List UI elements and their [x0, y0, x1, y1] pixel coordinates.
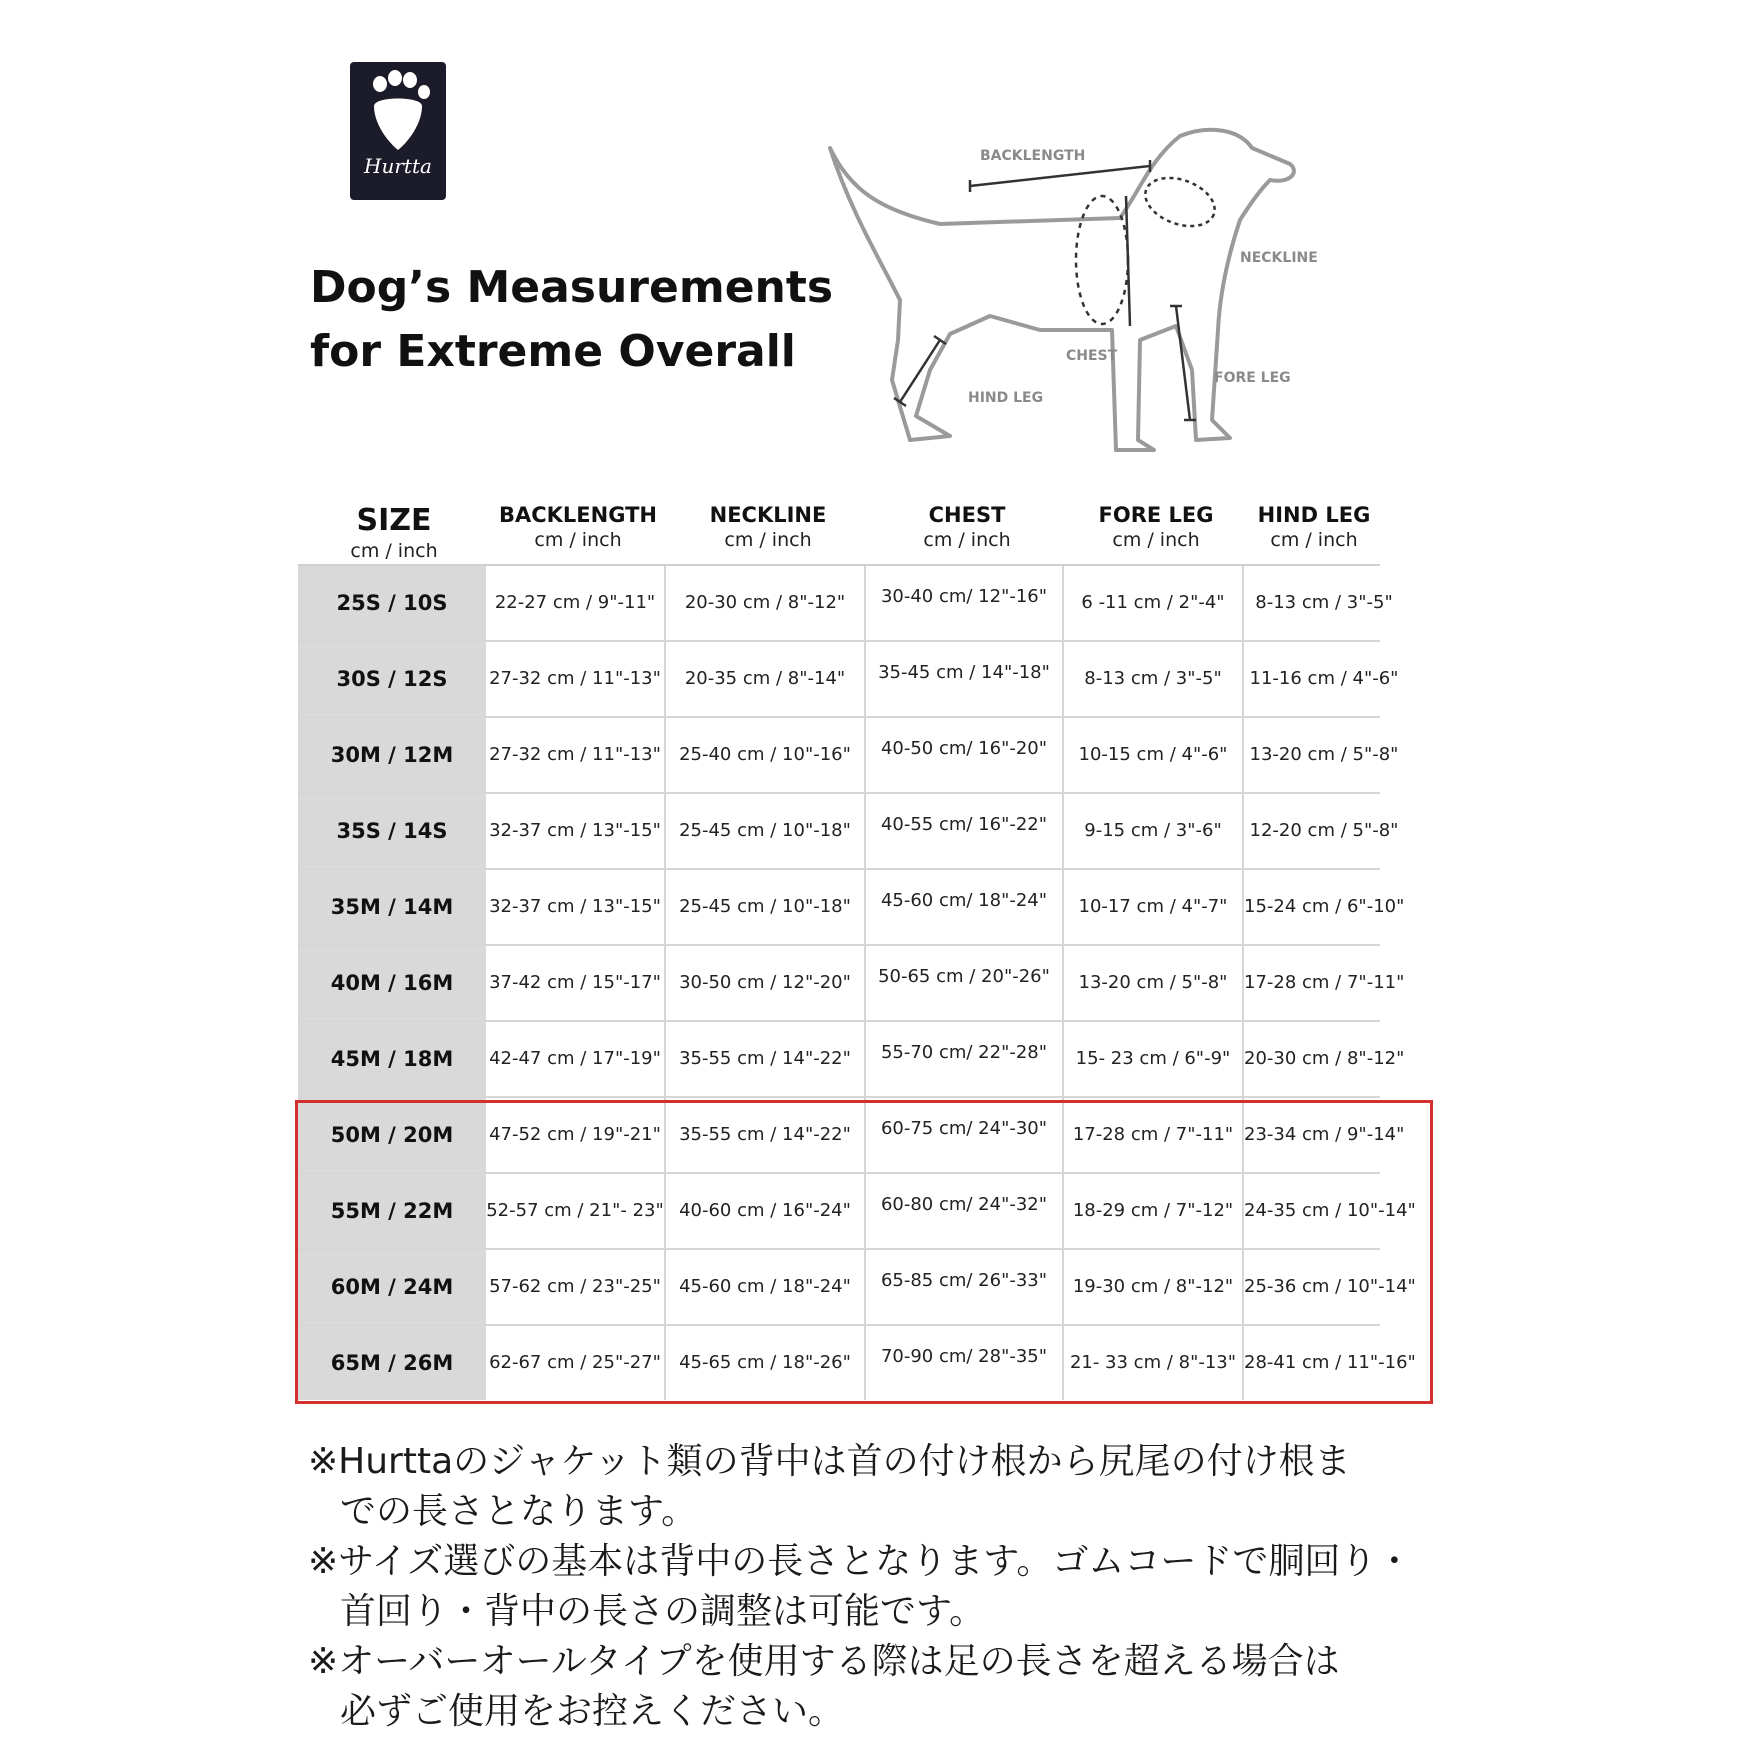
- backlength-cell: 22-27 cm / 9"-11": [486, 566, 666, 640]
- label-chest: CHEST: [1066, 348, 1118, 364]
- backlength-cell: 52-57 cm / 21"- 23": [486, 1174, 666, 1248]
- hind-leg-cell: 8-13 cm / 3"-5": [1255, 592, 1393, 613]
- size-cell: 55M / 22M: [298, 1174, 486, 1248]
- hind-leg-cell: 24-35 cm / 10"-14": [1244, 1200, 1416, 1221]
- note-line: 首回り・背中の長さの調整は可能です。: [340, 1591, 986, 1632]
- chest-cell: 40-50 cm/ 16"-20": [866, 718, 1064, 792]
- size-cell: 30S / 12S: [298, 642, 486, 716]
- hind-leg-cell: 23-34 cm / 9"-14": [1244, 1124, 1405, 1145]
- size-cell: 50M / 20M: [298, 1098, 486, 1172]
- header-title: SIZE: [356, 503, 432, 538]
- label-backlength: BACKLENGTH: [980, 148, 1086, 164]
- header-title: BACKLENGTH: [498, 503, 657, 527]
- chest-cell: 40-55 cm/ 16"-22": [866, 794, 1064, 868]
- notes: [308, 1437, 1728, 1737]
- hind-leg-cell: 12-20 cm / 5"-8": [1249, 820, 1399, 841]
- header-backlength: [488, 503, 668, 551]
- neckline-cell: 25-45 cm / 10"-18": [666, 794, 866, 868]
- label-hind-leg: HIND LEG: [968, 390, 1044, 406]
- hind-leg-cell: 28-41 cm / 11"-16": [1244, 1352, 1416, 1373]
- header-title: FORE LEG: [1098, 503, 1214, 527]
- neckline-cell: 20-35 cm / 8"-14": [666, 642, 866, 716]
- neckline-cell: 35-55 cm / 14"-22": [666, 1098, 866, 1172]
- neckline-cell: 35-55 cm / 14"-22": [666, 1022, 866, 1096]
- header-title: HIND LEG: [1257, 503, 1371, 527]
- fore-leg-cell: 13-20 cm / 5"-8": [1064, 946, 1244, 1020]
- neckline-cell: 45-65 cm / 18"-26": [666, 1326, 866, 1400]
- note-line: ※Hurttaのジャケット類の背中は首の付け根から尻尾の付け根ま: [308, 1441, 1351, 1482]
- note-item: [308, 1537, 1728, 1637]
- chest-cell: 30-40 cm/ 12"-16": [866, 566, 1064, 640]
- size-cell: 60M / 24M: [298, 1250, 486, 1324]
- hind-leg-cell: 11-16 cm / 4"-6": [1249, 668, 1399, 689]
- size-cell: 30M / 12M: [298, 718, 486, 792]
- size-cell: 40M / 16M: [298, 946, 486, 1020]
- paw-icon: [350, 62, 446, 200]
- fore-leg-cell: 10-15 cm / 4"-6": [1064, 718, 1244, 792]
- fore-leg-cell: 8-13 cm / 3"-5": [1064, 642, 1244, 716]
- backlength-cell: 27-32 cm / 11"-13": [486, 642, 666, 716]
- backlength-cell: 42-47 cm / 17"-19": [486, 1022, 666, 1096]
- highlight-box: [295, 1100, 1433, 1404]
- header-hind-leg: [1246, 503, 1382, 551]
- neckline-cell: 25-45 cm / 10"-18": [666, 870, 866, 944]
- header-unit: cm / inch: [350, 540, 438, 562]
- chest-cell: 45-60 cm/ 18"-24": [866, 870, 1064, 944]
- size-cell: 65M / 26M: [298, 1326, 486, 1400]
- brand-logo: [350, 62, 446, 200]
- chest-cell: 65-85 cm/ 26"-33": [866, 1250, 1064, 1324]
- chest-cell: 70-90 cm/ 28"-35": [866, 1326, 1064, 1400]
- page-title: [310, 256, 850, 384]
- neckline-cell: 25-40 cm / 10"-16": [666, 718, 866, 792]
- header-unit: cm / inch: [923, 529, 1011, 551]
- header-size: [300, 503, 488, 562]
- header-title: NECKLINE: [709, 503, 827, 527]
- header-title: CHEST: [928, 503, 1006, 527]
- label-neckline: NECKLINE: [1240, 250, 1318, 266]
- table-row: [298, 566, 1393, 642]
- fore-leg-cell: 15- 23 cm / 6"-9": [1064, 1022, 1244, 1096]
- header-unit: cm / inch: [534, 529, 622, 551]
- note-item: [308, 1637, 1728, 1737]
- backlength-cell: 27-32 cm / 11"-13": [486, 718, 666, 792]
- note-line: ※サイズ選びの基本は背中の長さとなります。ゴムコードで胴回り・: [308, 1541, 1413, 1582]
- title-line-2: for Extreme Overall: [310, 326, 796, 377]
- label-fore-leg: FORE LEG: [1214, 370, 1291, 386]
- fore-leg-cell: 6 -11 cm / 2"-4": [1064, 566, 1244, 640]
- neckline-cell: 20-30 cm / 8"-12": [666, 566, 866, 640]
- header-unit: cm / inch: [1270, 529, 1358, 551]
- hind-leg-cell: 17-28 cm / 7"-11": [1244, 972, 1405, 993]
- note-line: 必ずご使用をお控えください。: [340, 1691, 845, 1732]
- backlength-cell: 32-37 cm / 13"-15": [486, 794, 666, 868]
- chest-cell: 35-45 cm / 14"-18": [866, 642, 1064, 716]
- title-line-1: Dog’s Measurements: [310, 262, 834, 313]
- hind-leg-cell: 15-24 cm / 6"-10": [1244, 896, 1405, 917]
- size-cell: 25S / 10S: [298, 566, 486, 640]
- size-cell: 45M / 18M: [298, 1022, 486, 1096]
- header-neckline: [668, 503, 868, 551]
- size-cell: 35M / 14M: [298, 870, 486, 944]
- neckline-cell: 40-60 cm / 16"-24": [666, 1174, 866, 1248]
- fore-leg-cell: 18-29 cm / 7"-12": [1064, 1174, 1244, 1248]
- backlength-cell: 62-67 cm / 25"-27": [486, 1326, 666, 1400]
- fore-leg-cell: 21- 33 cm / 8"-13": [1064, 1326, 1244, 1400]
- table-row: [298, 870, 1405, 946]
- fore-leg-cell: 17-28 cm / 7"-11": [1064, 1098, 1244, 1172]
- header-fore-leg: [1066, 503, 1246, 551]
- fore-leg-cell: 9-15 cm / 3"-6": [1064, 794, 1244, 868]
- table-row: [298, 794, 1399, 870]
- note-line: ※オーバーオールタイプを使用する際は足の長さを超える場合は: [308, 1641, 1340, 1682]
- fore-leg-cell: 19-30 cm / 8"-12": [1064, 1250, 1244, 1324]
- hind-leg-cell: 25-36 cm / 10"-14": [1244, 1276, 1416, 1297]
- chest-cell: 60-75 cm/ 24"-30": [866, 1098, 1064, 1172]
- table-row: [298, 718, 1399, 794]
- neckline-cell: 30-50 cm / 12"-20": [666, 946, 866, 1020]
- table-row: [298, 946, 1405, 1022]
- hind-leg-cell: 20-30 cm / 8"-12": [1244, 1048, 1405, 1069]
- header-chest: [868, 503, 1066, 551]
- chest-cell: 50-65 cm / 20"-26": [866, 946, 1064, 1020]
- chest-cell: 60-80 cm/ 24"-32": [866, 1174, 1064, 1248]
- chest-cell: 55-70 cm/ 22"-28": [866, 1022, 1064, 1096]
- note-line: での長さとなります。: [340, 1491, 698, 1532]
- table-header: [300, 503, 1390, 565]
- fore-leg-cell: 10-17 cm / 4"-7": [1064, 870, 1244, 944]
- backlength-cell: 47-52 cm / 19"-21": [486, 1098, 666, 1172]
- header-unit: cm / inch: [1112, 529, 1200, 551]
- neckline-cell: 45-60 cm / 18"-24": [666, 1250, 866, 1324]
- brand-name: Hurtta: [364, 154, 432, 178]
- dog-outline-icon: [820, 120, 1340, 470]
- table-row: [298, 1022, 1405, 1098]
- note-item: [308, 1437, 1728, 1537]
- table-row: [298, 642, 1399, 718]
- hind-leg-cell: 13-20 cm / 5"-8": [1249, 744, 1399, 765]
- header-unit: cm / inch: [724, 529, 812, 551]
- backlength-cell: 37-42 cm / 15"-17": [486, 946, 666, 1020]
- backlength-cell: 57-62 cm / 23"-25": [486, 1250, 666, 1324]
- size-cell: 35S / 14S: [298, 794, 486, 868]
- backlength-cell: 32-37 cm / 13"-15": [486, 870, 666, 944]
